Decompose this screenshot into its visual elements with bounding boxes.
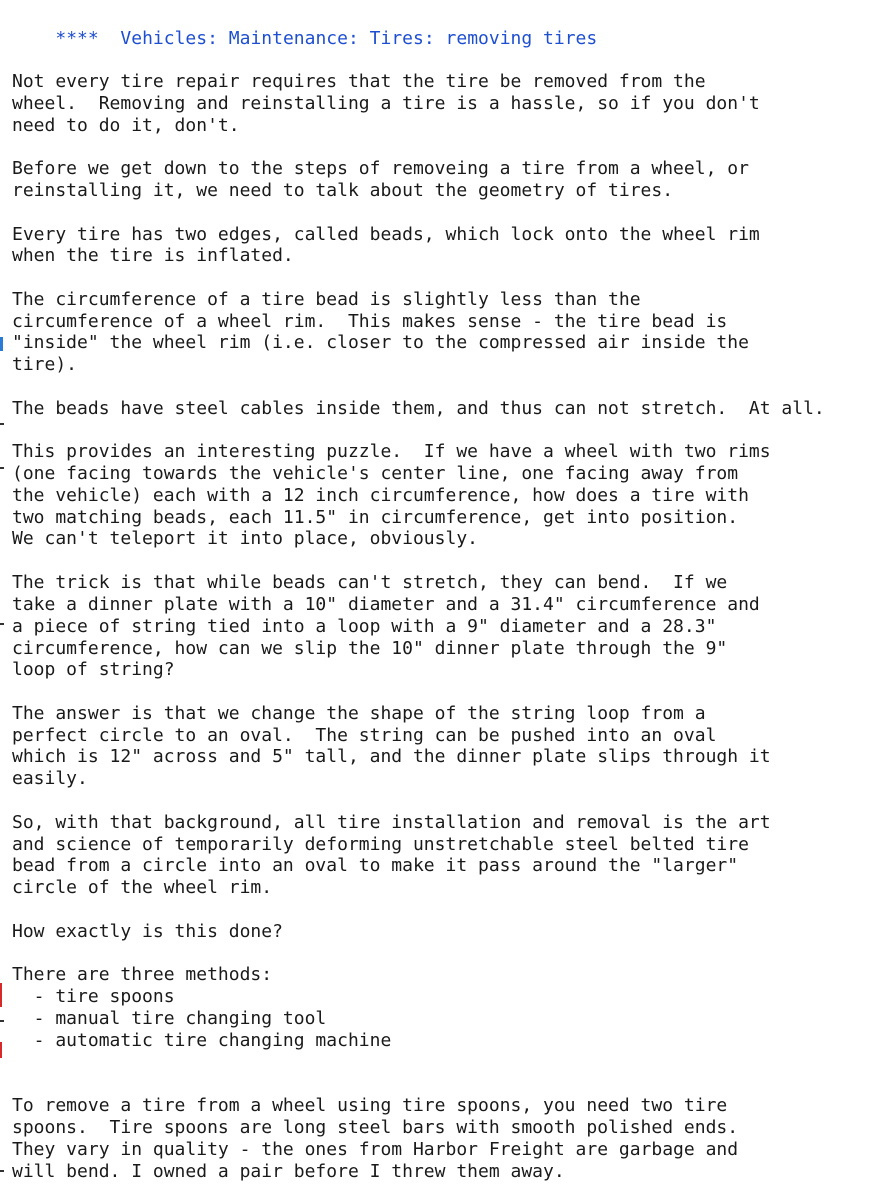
gutter-change-marker [0, 337, 3, 351]
text-line: the vehicle) each with a 12 inch circumference, how does a tire with [12, 485, 749, 506]
text-line: circumference of a wheel rim. This makes sense - the tire bead is [12, 311, 728, 332]
text-line: Not every tire repair requires that the tire be removed from the [12, 71, 706, 92]
text-line: Before we get down to the steps of removeing a tire from a wheel, or [12, 158, 749, 179]
text-line: spoons. Tire spoons are long steel bars with smooth polished ends. [12, 1117, 739, 1138]
text-line: The trick is that while beads can't stretch, they can bend. If we [12, 572, 728, 593]
text-line: How exactly is this done? [12, 921, 283, 942]
gutter-error-marker [0, 1042, 2, 1058]
text-line: bead from a circle into an oval to make it pass around the "larger" [12, 855, 739, 876]
text-line: (one facing towards the vehicle's center line, one facing away from [12, 463, 739, 484]
text-line: easily. [12, 768, 88, 789]
text-line: The answer is that we change the shape of the string loop from a [12, 703, 706, 724]
list-item: - manual tire changing tool [12, 1008, 327, 1029]
text-line: So, with that background, all tire installation and removal is the art [12, 812, 771, 833]
text-line: The circumference of a tire bead is slightly less than the [12, 289, 641, 310]
text-line: loop of string? [12, 659, 175, 680]
gutter-change-marker [0, 623, 4, 625]
heading-title: Vehicles: Maintenance: Tires: removing tires [120, 27, 598, 49]
text-line: tire). [12, 354, 78, 375]
text-line: two matching beads, each 11.5" in circumference, get into position. [12, 507, 739, 528]
text-line: when the tire is inflated. [12, 245, 294, 266]
text-line: circumference, how can we slip the 10" dinner plate through the 9" [12, 638, 728, 659]
list-item: - automatic tire changing machine [12, 1030, 392, 1051]
text-line: wheel. Removing and reinstalling a tire is a hassle, so if you don't [12, 93, 760, 114]
gutter-change-marker [0, 1020, 4, 1022]
text-line: need to do it, don't. [12, 115, 240, 136]
gutter-error-marker [0, 983, 2, 1007]
list-item: - tire spoons [12, 986, 175, 1007]
text-line: They vary in quality - the ones from Harbor Freight are garbage and [12, 1139, 739, 1160]
text-line: To remove a tire from a wheel using tire spoons, you need two tire [12, 1095, 728, 1116]
gutter-change-marker [0, 423, 4, 425]
text-line: We can't teleport it into place, obviously. [12, 528, 478, 549]
text-line: circle of the wheel rim. [12, 877, 273, 898]
text-line: will bend. I owned a pair before I threw them away. [12, 1161, 565, 1182]
gutter-change-marker [0, 467, 4, 469]
text-line: There are three methods: [12, 964, 273, 985]
text-line: perfect circle to an oval. The string can be pushed into an oval [12, 725, 717, 746]
text-line: This provides an interesting puzzle. If we have a wheel with two rims [12, 441, 771, 462]
heading-stars: **** [55, 27, 99, 49]
text-line: a piece of string tied into a loop with a 9" diameter and a 28.3" [12, 616, 717, 637]
text-line: "inside" the wheel rim (i.e. closer to the compressed air inside the [12, 332, 749, 353]
text-line: and science of temporarily deforming unstretchable steel belted tire [12, 834, 749, 855]
gutter-change-marker [0, 1170, 4, 1172]
text-line: Every tire has two edges, called beads, which lock onto the wheel rim [12, 224, 760, 245]
org-heading [12, 6, 598, 49]
text-line: which is 12" across and 5" tall, and the dinner plate slips through it [12, 746, 771, 767]
text-line: The beads have steel cables inside them, and thus can not stretch. At all. [12, 398, 825, 419]
text-line: reinstalling it, we need to talk about the geometry of tires. [12, 180, 674, 201]
text-line: take a dinner plate with a 10" diameter and a 31.4" circumference and [12, 594, 760, 615]
